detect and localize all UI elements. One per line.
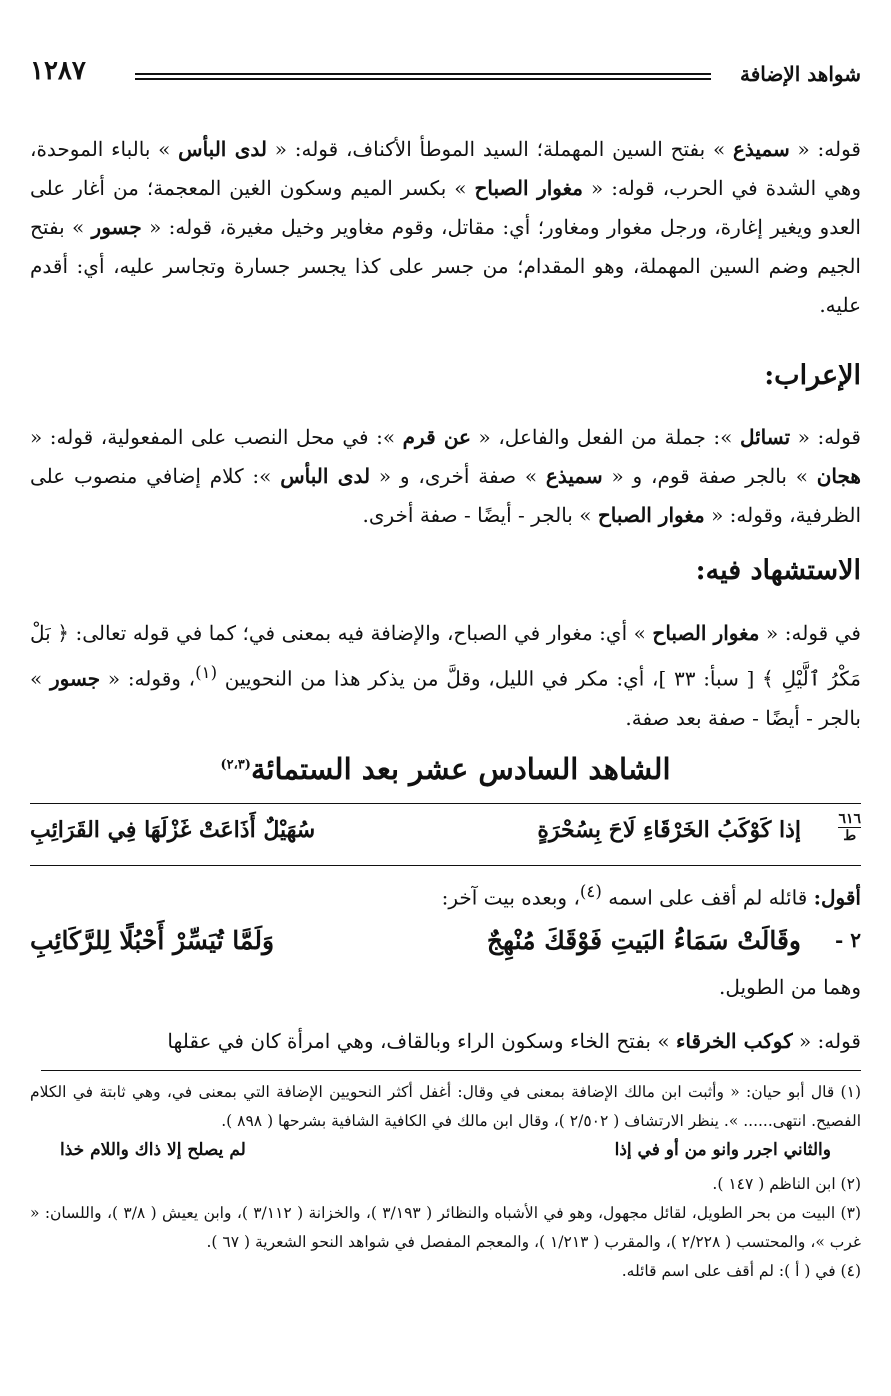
verse-hemistich-1: إذا كَوْكَبُ الخَرْقَاءِ لَاحَ بِسُحْرَةٍ	[537, 817, 801, 843]
paragraph-istishhad: في قوله: « مغوار الصباح » أي: مغوار في الصباح، والإضافة فيه بمعنى في؛ كما في قوله تعالى: ﴿ بَلْ مَكْرُ ٱلَّيْلِ ﴾ [ سبأ: ٣٣ ]، أي: مكر في الليل، وقلَّ من يذكر هذا من النحويين $^{(١)}$، وقوله: « جسور » بالجر - أيضًا - صفة بعد صفة.	[30, 621, 861, 730]
verse-2	[30, 920, 861, 970]
page-number: ١٢٨٧	[30, 56, 86, 86]
header-rule	[135, 73, 711, 80]
heading-istishhad: الاستشهاد فيه:	[695, 555, 861, 586]
footnote-rule	[41, 1070, 861, 1071]
term: مغوار الصباح	[474, 176, 583, 200]
term: سميذع	[732, 137, 790, 161]
footnote-ref[interactable]: (١)	[195, 663, 218, 682]
verse-hemistich-2: لم يصلح إلا ذاك واللام خذا	[60, 1140, 246, 1160]
term: هجان	[816, 464, 861, 488]
paragraph-irab: قوله: « تسائل »: جملة من الفعل والفاعل، « عن قرم »: في محل النصب على المفعولية، قوله: « هجان » بالجر صفة قوم، و « سميذع » صفة أخرى، و « لدى البأس »: كلام إضافي منصوب على الظرفية، وقوله: « مغوار الصباح » بالجر - أيضًا - صفة أخرى.	[30, 425, 861, 527]
verse-hemistich-1: والثاني اجرر وانو من أو في إذا	[614, 1140, 831, 1160]
verse-rule-bottom	[30, 865, 861, 866]
verse-hemistich-2: وَلَمَّا تُيَسِّرْ أَحْبُلًا لِلرَّكَائِبِ	[30, 926, 275, 955]
paragraph-aqul: أقول: قائله لم أقف على اسمه $^{(٤)}$، وبعده بيت آخر:	[441, 882, 861, 910]
term: سميذع	[545, 464, 603, 488]
heading-irab: الإعراب:	[764, 360, 861, 391]
running-header	[30, 56, 861, 92]
term: تسائل	[739, 425, 791, 449]
footnote-verse	[30, 1136, 861, 1170]
header-title: شواهد الإضافة	[740, 62, 861, 86]
paragraph-kawkab: قوله: « كوكب الخرقاء » بفتح الخاء وسكون الراء وبالقاف، وهي امرأة كان في عقلها	[167, 1029, 861, 1053]
term: جسور	[49, 666, 101, 691]
term: مغوار الصباح	[652, 621, 760, 645]
footnote-ref[interactable]: (٢،٣)	[220, 757, 251, 773]
verse-616	[30, 811, 861, 861]
footnote-4: (٤) في ( أ ): لم أقف على اسم قائله.	[621, 1262, 861, 1280]
section-title: الشاهد السادس عشر بعد الستمائة$^{(٢،٣)}$	[220, 752, 671, 786]
term: كوكب الخرقاء	[675, 1029, 793, 1053]
paragraph-meter: وهما من الطويل.	[719, 975, 861, 999]
term: عن قرم	[402, 425, 471, 449]
paragraph-vocabulary: قوله: « سميذع » بفتح السين المهملة؛ السيد الموطأ الأكناف، قوله: « لدى البأس » بالباء الموحدة، وهي الشدة في الحرب، قوله: « مغوار الصباح » بكسر الميم وسكون الغين المعجمة؛ من أغار على العدو ويغير إغارة، ورجل مغوار ومغاور؛ أي: مقاتل، وقوم مغاوير وخيل مغيرة، قوله: « جسور » بفتح الجيم وضم السين المهملة، وهو المقدام؛ من جسر على كذا يجسر جسارة وتجاسر عليه، أي: أقدم عليه.	[30, 137, 862, 317]
footnote-ref[interactable]: (٤)	[579, 882, 602, 901]
verse-number: ٦١٦ ط	[838, 811, 861, 844]
verse-rule-top	[30, 803, 861, 804]
verse-hemistich-2: سُهَيْلٌ أَذَاعَتْ غَزْلَهَا فِي القَرَائِبِ	[30, 817, 316, 843]
term: لدى البأس	[280, 464, 371, 488]
footnote-1: (١) قال أبو حيان: « وأثبت ابن مالك الإضافة بمعنى في وقال: أغفل أكثر النحويين الإضافة التي بمعنى في، وهي ثابتة في الكلام الفصيح. انتهى...... ». ينظر الارتشاف ( ٢/٥٠٢ )، وقال ابن مالك في الكافية الشافية بشرحها ( ٨٩٨ ).	[30, 1083, 861, 1130]
term: لدى البأس	[178, 137, 267, 161]
footnote-3: (٣) البيت من بحر الطويل، لقائل مجهول، وهو في الأشباه والنظائر ( ٣/١٩٣ )، والخزانة ( ٣/١١٢ )، وابن يعيش ( ٣/٨ )، واللسان: « غرب »، والمحتسب ( ٢/٢٢٨ )، والمقرب ( ١/٢١٣ )، والمعجم المفصل في شواهد النحو الشعرية ( ٦٧ ).	[30, 1204, 861, 1251]
term: مغوار الصباح	[597, 503, 705, 527]
verse-hemistich-1: وقَالَتْ سَمَاءُ البَيتِ فَوْقَكَ مُنْهِجٌ	[486, 926, 801, 955]
footnote-2: (٢) ابن الناظم ( ١٤٧ ).	[712, 1175, 861, 1193]
verse-number: ٢ -	[834, 928, 861, 952]
footnotes	[30, 1078, 861, 1286]
term: جسور	[91, 215, 142, 239]
